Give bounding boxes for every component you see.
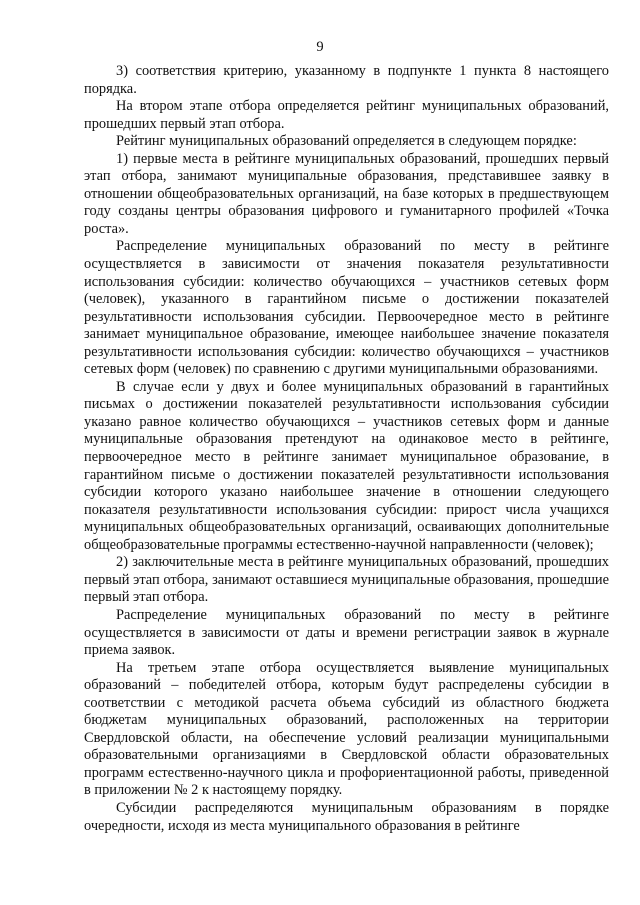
paragraph-criterion-3: 3) соответствия критерию, указанному в подпункте 1 пункта 8 настоящего порядка. [84, 63, 609, 97]
paragraph-rating-order: Рейтинг муниципальных образований определяется в следующем порядке: [116, 133, 577, 150]
paragraph-second-stage: На втором этапе отбора определяется рейтинг муниципальных образований, прошедших первый этап отбора. [84, 98, 609, 132]
paragraph-final-places: 2) заключительные места в рейтинге муниципальных образований, прошедших первый этап отбора, занимают оставшиеся муниципальные образования, прошедшие первый этап отбора. [84, 554, 609, 606]
page-number: 9 [316, 39, 324, 55]
document-body [84, 63, 609, 835]
paragraph-third-stage: На третьем этапе отбора осуществляется выявление муниципальных образований – победителей отбора, которым будут распределены субсидии в соответствии с методикой расчета объема субсидий из областного бюджета бюджетам муниципальных образований, расположенных на территории Свердловской области, на обеспечение условий реализации муниципальными образовательными организациями в Свердловской области образовательных программ естественно-научного цикла и профориентационной работы, приведенной в приложении № 2 к настоящему порядку. [84, 659, 609, 799]
paragraph-distribution-indicator: Распределение муниципальных образований по месту в рейтинге осуществляется в зависимости от значения показателя результативности использования субсидии: количество обучающихся – участников сетевых форм (человек), указанного в гарантийном письме о достижении показателей результативности использования субсидии. Первоочередное место в рейтинге занимает муниципальное образование, имеющее наибольшее значение показателя результативности использования субсидии: количество обучающихся – участников сетевых форм (человек) по сравнению с другими муниципальными образованиями. [84, 238, 609, 378]
paragraph-distribution-date: Распределение муниципальных образований по месту в рейтинге осуществляется в зависимости от даты и времени регистрации заявок в журнале приема заявок. [84, 606, 609, 659]
paragraph-subsidies: Субсидии распределяются муниципальным образованиям в порядке очередности, исходя из места муниципального образования в рейтинге [84, 799, 609, 834]
paragraph-first-places: 1) первые места в рейтинге муниципальных образований, прошедших первый этап отбора, занимают муниципальные образования, представившее заявку в отношении общеобразовательных организаций, на базе которых в предшествующем году созданы центры образования цифрового и гуманитарного профилей «Точка роста». [84, 150, 609, 237]
paragraph-equal-count: В случае если у двух и более муниципальных образований в гарантийных письмах о достижении показателей результативности использования субсидии указано равное количество обучающихся – участников сетевых форм и данные муниципальные образования претендуют на одинаковое место в рейтинге, первоочередное место в рейтинге занимает муниципальное образование, в гарантийном письме о достижении показателей результативности использования субсидии которого указано наибольшее значение в отношении следующего показателя результативности использования субсидии: прирост числа учащихся муниципальных общеобразовательных организаций, осваивающих дополнительные общеобразовательные программы естественно-научной направленности (человек); [84, 378, 609, 553]
